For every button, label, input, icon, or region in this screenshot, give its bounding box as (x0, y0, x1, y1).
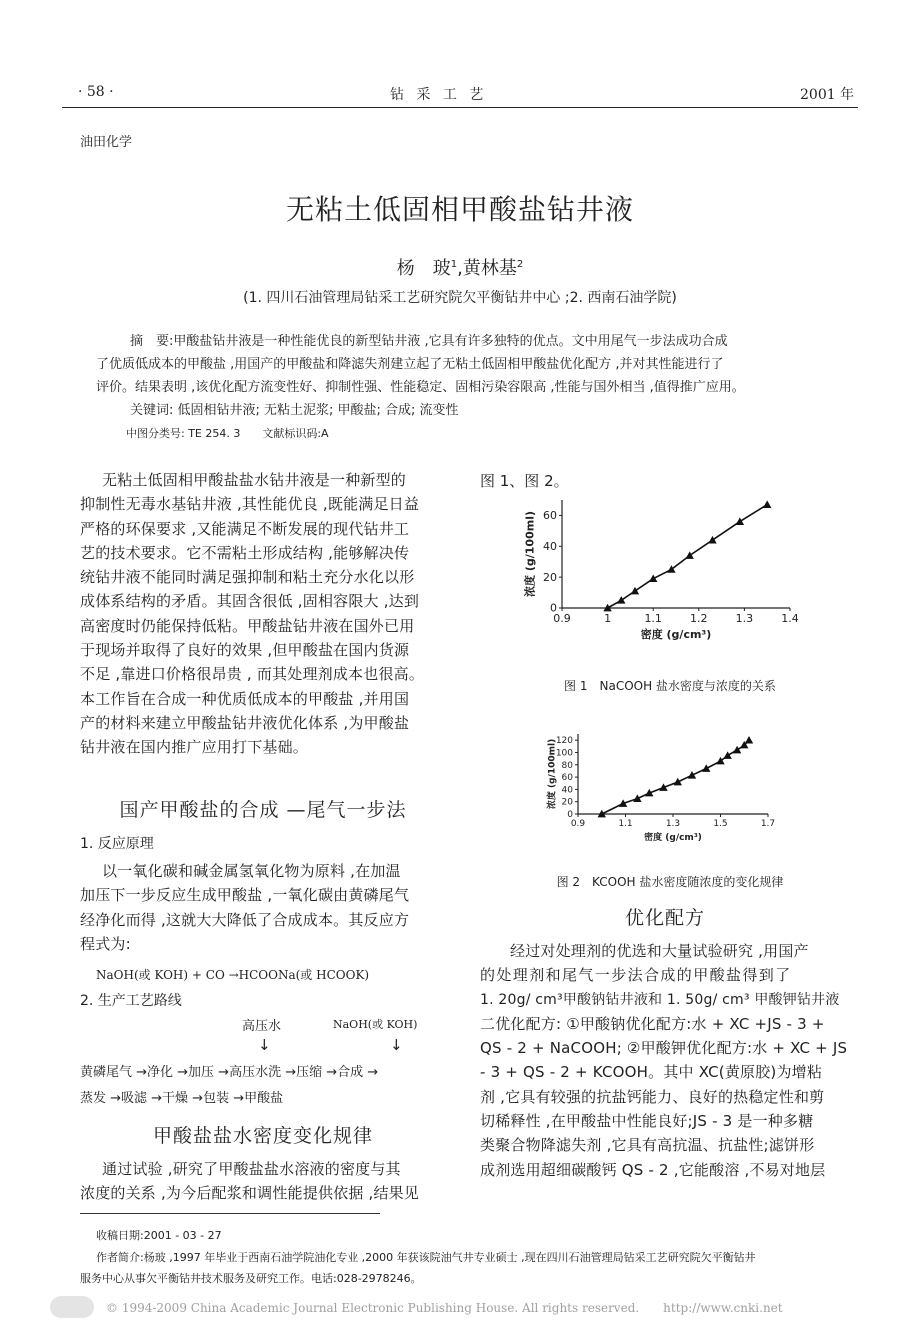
process-input-base: NaOH(或 KOH) (333, 1018, 418, 1031)
figure-2-chart (540, 728, 790, 858)
intro-line: 艺的技术要求。它不需粘土形成结构 ,能够解决传 (80, 543, 410, 562)
author-bio-line-2: 服务中心从事欠平衡钻井技术服务及研究工作。电话:028-2978246。 (80, 1272, 422, 1285)
reaction-line: 加压下一步反应生成甲酸盐 ,一氧化碳由黄磷尾气 (80, 886, 410, 905)
figure-1-chart (520, 492, 810, 662)
reaction-line: 经净化而得 ,这就大大降低了合成成本。其反应方 (80, 910, 410, 929)
author-bio-line-1: 作者简介:杨玻 ,1997 年毕业于西南石油学院油化专业 ,2000 年获该院油气井专业硕士 ,现在四川石油管理局钻采工艺研究院欠平衡钻井 (96, 1251, 756, 1264)
intro-line: 产的材料来建立甲酸盐钻井液优化体系 ,为甲酸盐 (80, 713, 410, 732)
author-1: 杨 玻 (396, 258, 451, 279)
intro-line: 成体系结构的矛盾。其固含很低 ,固相容限大 ,达到 (80, 592, 420, 611)
formula-line: 成剂选用超细碳酸钙 QS - 2 ,它能酸溶 ,不易对地层 (480, 1160, 826, 1179)
y-tick-label: 80 (561, 760, 573, 771)
x-tick-label: 1.4 (781, 612, 799, 625)
density-line: 浓度的关系 ,为今后配浆和调性能提供依据 ,结果见 (80, 1184, 420, 1203)
reaction-line: 程式为: (80, 934, 131, 953)
page-number: · 58 · (78, 84, 114, 100)
formula-line: - 3 + QS - 2 + KCOOH。其中 XC(黄原胶)为增粘 (480, 1063, 823, 1082)
journal-name: 钻 采 工 艺 (390, 87, 488, 103)
x-tick-label: 1.7 (760, 819, 776, 829)
data-point (733, 746, 741, 754)
intro-line: 不足 ,靠进口价格很昂贵 , 而其处理剂成本也很高。 (80, 665, 425, 684)
arrow-down-icon: ↓ (258, 1036, 271, 1054)
density-paragraph (80, 1157, 446, 1206)
authors (0, 254, 920, 280)
formula-paragraph (480, 939, 850, 1182)
keywords: 关键词: 低固相钻井液; 无粘土泥浆; 甲酸盐; 合成; 流变性 (130, 403, 459, 418)
copyright-line: © 1994-2009 China Academic Journal Electronic Publishing House. All rights reserved. http://www.cnki.net (106, 1301, 783, 1315)
data-point (633, 794, 641, 802)
y-tick-label: 60 (561, 773, 573, 784)
process-input-water: 高压水 (242, 1019, 282, 1034)
y-tick-label: 100 (555, 748, 573, 759)
data-point (745, 736, 753, 744)
intro-line: 统钻井液不能同时满足强抑制和粘土充分水化以形 (80, 568, 415, 587)
data-point (685, 551, 693, 559)
y-tick-label: 40 (561, 785, 573, 796)
x-tick-label: 1.3 (735, 612, 754, 625)
figure-2-caption: 图 2 KCOOH 盐水密度随浓度的变化规律 (556, 875, 784, 889)
process-flow-line-2: 蒸发 →吸滤 →干燥 →包装 →甲酸盐 (80, 1091, 284, 1106)
column-label: 油田化学 (80, 135, 133, 150)
intro-paragraph (80, 468, 446, 760)
y-tick-label: 120 (555, 736, 573, 747)
classification: 中图分类号: TE 254. 3 文献标识码:A (126, 427, 329, 440)
data-point (674, 778, 682, 786)
abstract-line-3: 评价。结果表明 ,该优化配方流变性好、抑制性强、性能稳定、固相污染容限高 ,性能与国外相当 ,值得推广应用。 (96, 380, 745, 395)
x-tick-label: 1 (604, 612, 612, 625)
figure-1-caption: 图 1 NaCOOH 盐水密度与浓度的关系 (564, 679, 776, 693)
reaction-paragraph (80, 859, 446, 956)
y-tick-label: 0 (550, 601, 557, 615)
intro-line: 高密度时仍能保持低粘。甲酸盐钻井液在国外已用 (80, 616, 415, 635)
density-line: 通过试验 ,研究了甲酸盐盐水溶液的密度与其 (102, 1160, 401, 1178)
x-tick-label: 1.5 (713, 819, 728, 829)
abstract (96, 330, 836, 445)
header-rule (62, 107, 858, 108)
formula-line: 类聚合物降滤失剂 ,它具有高抗温、抗盐性;滤饼形 (480, 1136, 815, 1155)
intro-line: 本工作旨在合成一种优质低成本的甲酸盐 ,并用国 (80, 689, 410, 708)
figure-reference: 图 1、图 2。 (480, 472, 569, 490)
formula-line: 切稀释性 ,在甲酸盐中性能良好;JS - 3 是一种多糖 (480, 1112, 814, 1131)
author-2: ,黄林基 (457, 258, 517, 279)
intro-line: 抑制性无毒水基钻井液 ,其性能优良 ,既能满足日益 (80, 495, 420, 514)
formula-line: 的处理剂和尾气一步法合成的甲酸盐得到了 (480, 966, 792, 985)
y-axis-label: 浓度 (g/100ml) (523, 511, 537, 597)
y-tick-label: 20 (561, 797, 573, 808)
author-1-sup: 1 (450, 259, 458, 270)
y-tick-label: 60 (543, 509, 557, 523)
data-point (736, 517, 744, 525)
data-point (702, 764, 710, 772)
section-heading-synthesis: 国产甲酸盐的合成 —尾气一步法 (119, 799, 407, 821)
reaction-line: 以一氧化碳和碱金属氢氧化物为原料 ,在加温 (102, 862, 401, 880)
x-axis-label: 密度 (g/cm³) (644, 833, 702, 843)
x-tick-label: 1.1 (618, 819, 633, 829)
data-point (649, 574, 657, 582)
intro-line: 无粘土低固相甲酸盐盐水钻井液是一种新型的 (102, 471, 407, 489)
affiliation: (1. 四川石油管理局钻采工艺研究院欠平衡钻井中心 ;2. 西南石油学院) (243, 290, 677, 306)
formula-line: 经过对处理剂的优选和大量试验研究 ,用国产 (510, 942, 809, 960)
subsection-reaction: 1. 反应原理 (80, 836, 154, 852)
footnote-rule (80, 1213, 380, 1214)
data-point (723, 751, 731, 759)
x-tick-label: 1.2 (690, 612, 708, 625)
formula-line: QS - 2 + NaCOOH; ②甲酸钾优化配方:水 + XC + JS (480, 1039, 848, 1058)
x-tick-label: 0.9 (553, 612, 571, 625)
abstract-line-2: 了优质低成本的甲酸盐 ,用国产的甲酸盐和降滤失剂建立起了无粘土低固相甲酸盐优化配方 ,并对其性能进行了 (96, 357, 724, 372)
data-point (617, 596, 625, 604)
x-tick-label: 0.9 (570, 819, 586, 829)
year: 2001 年 (800, 87, 855, 103)
data-point (688, 771, 696, 779)
received-date: 收稿日期:2001 - 03 - 27 (96, 1229, 222, 1242)
author-2-sup: 2 (516, 259, 524, 270)
paper-title: 无粘土低固相甲酸盐钻井液 (285, 193, 634, 226)
y-tick-label: 20 (543, 570, 557, 584)
cnki-logo (50, 1296, 94, 1318)
subsection-process: 2. 生产工艺路线 (80, 993, 182, 1009)
formula-line: 二优化配方: ①甲酸钠优化配方:水 + XC +JS - 3 + (480, 1014, 825, 1033)
section-heading-density: 甲酸盐盐水密度变化规律 (152, 1125, 373, 1147)
data-point (763, 500, 771, 508)
y-tick-label: 0 (567, 810, 573, 820)
y-axis-label: 浓度 (g/100ml) (547, 738, 558, 810)
x-tick-label: 1.1 (644, 612, 662, 625)
x-tick-label: 1.3 (665, 819, 681, 829)
process-flow-line-1: 黄磷尾气 →净化 →加压 →高压水洗 →压缩 →合成 → (80, 1065, 379, 1080)
arrow-down-icon: ↓ (390, 1036, 403, 1054)
abstract-line-1: 摘 要:甲酸盐钻井液是一种性能优良的新型钻井液 ,它具有许多独特的优点。文中用尾气一步法成功合成 (130, 334, 728, 349)
y-tick-label: 40 (543, 539, 557, 553)
data-point (708, 536, 716, 544)
reaction-equation: NaOH(或 KOH) + CO →HCOONa(或 HCOOK) (96, 968, 370, 982)
x-axis-label: 密度 (g/cm³) (640, 628, 712, 641)
formula-line: 1. 20g/ cm³甲酸钠钻井液和 1. 50g/ cm³ 甲酸钾钻井液 (480, 991, 840, 1008)
intro-line: 严格的环保要求 ,又能满足不断发展的现代钻井工 (80, 519, 410, 538)
intro-line: 钻井液在国内推广应用打下基础。 (80, 738, 309, 757)
section-heading-formula: 优化配方 (624, 907, 705, 929)
data-point (631, 587, 639, 595)
intro-line: 于现场并取得了良好的效果 ,但甲酸盐在国内货源 (80, 641, 410, 660)
formula-line: 剂 ,它具有较强的抗盐钙能力、良好的热稳定性和剪 (480, 1087, 825, 1106)
